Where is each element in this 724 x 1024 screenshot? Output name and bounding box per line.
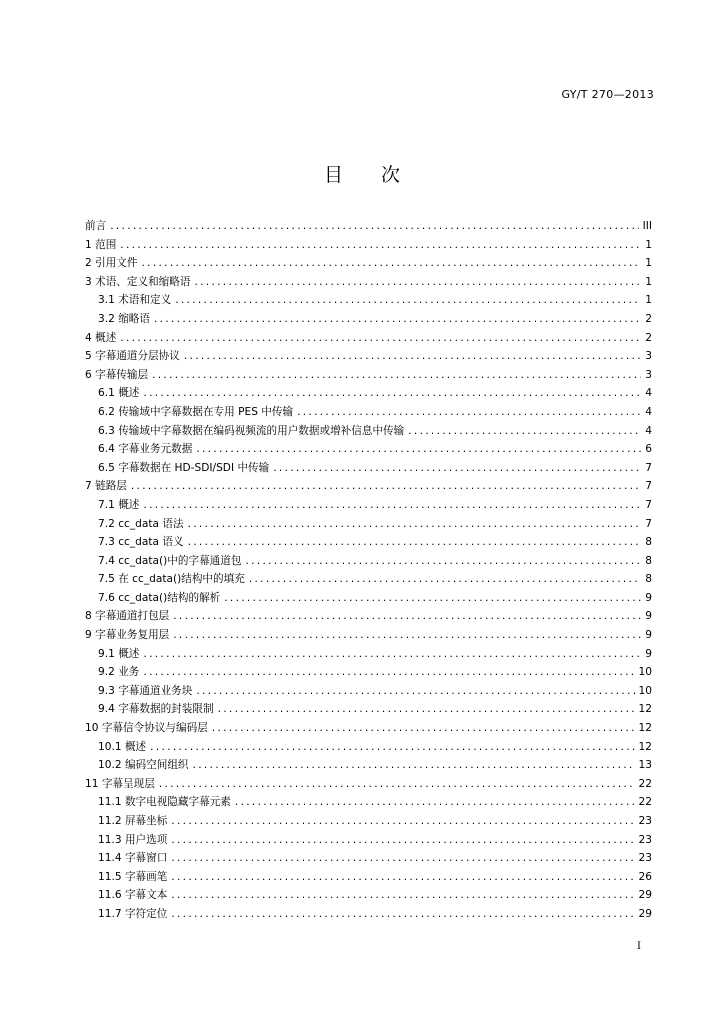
toc-entry-label: 9.1 概述 [98,647,140,660]
toc-entry[interactable] [85,274,652,293]
toc-dot-leader [273,462,641,474]
toc-entry[interactable] [85,237,652,256]
toc-entry-label: 4 概述 [85,331,117,344]
toc-entry-label: 11.6 字幕文本 [98,889,168,902]
toc-entry[interactable] [85,404,652,423]
page-title [0,160,724,187]
toc-dot-leader [188,536,642,548]
toc-entry-label: 11.5 字幕画笔 [98,870,168,883]
toc-entry-label: 6 字幕传输层 [85,368,149,381]
toc-entry-label: 5 字幕通道分层协议 [85,350,180,363]
toc-dot-leader [297,406,641,418]
toc-dot-leader [141,257,641,269]
toc-entry-label: 7.2 cc_data 语法 [98,517,184,530]
toc-entry-page: 7 [645,498,652,511]
toc-entry-page: 1 [645,294,652,307]
toc-entry[interactable] [85,218,652,237]
toc-entry-page: 22 [638,796,652,809]
toc-entry[interactable] [85,311,652,330]
toc-entry-label: 6.4 字幕业务元数据 [98,443,193,456]
toc-entry[interactable] [85,478,652,497]
toc-dot-leader [171,871,634,883]
toc-dot-leader [120,332,641,344]
toc-entry-label: 7.4 cc_data()中的字幕通道包 [98,554,242,567]
toc-entry-page: 4 [645,424,652,437]
toc-dot-leader [154,313,641,325]
toc-entry[interactable] [85,664,652,683]
toc-entry-label: 6.5 字幕数据在 HD-SDI/SDI 中传输 [98,461,270,474]
toc-entry[interactable] [85,255,652,274]
toc-entry-label: 6.3 传输域中字幕数据在编码视频流的用户数据或增补信息中传输 [98,424,405,437]
toc-dot-leader [175,294,641,306]
toc-dot-leader [245,555,641,567]
toc-entry-page: 8 [645,573,652,586]
toc-entry-page: 9 [645,591,652,604]
toc-entry-label: 7 链路层 [85,480,127,493]
toc-dot-leader [218,703,635,715]
toc-entry-label: 9.2 业务 [98,666,140,679]
table-of-contents [85,218,652,925]
toc-entry[interactable] [85,906,652,925]
toc-entry-label: 7.3 cc_data 语义 [98,536,184,549]
page-number: I [637,941,641,952]
toc-entry-page: 10 [638,666,652,679]
toc-entry[interactable] [85,441,652,460]
toc-entry-label: 11.7 字符定位 [98,907,168,920]
toc-entry-page: 8 [645,554,652,567]
toc-entry-page: 29 [638,907,652,920]
toc-dot-leader [173,610,641,622]
toc-dot-leader [171,815,634,827]
toc-dot-leader [212,722,635,734]
toc-entry[interactable] [85,701,652,720]
toc-entry-label: 10.2 编码空间组织 [98,759,189,772]
toc-entry-page: 8 [645,536,652,549]
toc-entry-page: 7 [645,461,652,474]
toc-entry-page: 9 [645,647,652,660]
toc-entry-page: 3 [645,368,652,381]
toc-dot-leader [193,759,635,771]
toc-entry[interactable] [85,423,652,442]
toc-dot-leader [184,350,641,362]
toc-entry[interactable] [85,516,652,535]
toc-entry-page: 1 [645,238,652,251]
toc-entry-label: 7.1 概述 [98,498,140,511]
toc-entry-page: 23 [638,815,652,827]
toc-entry[interactable] [85,869,652,888]
toc-entry-page: 2 [645,312,652,325]
toc-entry[interactable] [85,850,652,869]
toc-entry-page: 10 [638,684,652,697]
toc-dot-leader [143,387,641,399]
toc-entry-label: 11 字幕呈现层 [85,777,155,790]
toc-entry[interactable] [85,571,652,590]
title-char-2: 次 [381,164,401,186]
toc-entry-label: 3.1 术语和定义 [98,294,172,307]
toc-entry-page: 1 [645,275,652,288]
toc-dot-leader [408,425,641,437]
toc-entry[interactable] [85,757,652,776]
toc-entry-label: 前言 [85,220,107,232]
toc-entry-label: 11.4 字幕窗口 [98,852,168,865]
toc-entry-page: 13 [638,759,652,772]
toc-entry[interactable] [85,887,652,906]
toc-entry-label: 11.2 屏幕坐标 [98,815,168,827]
toc-dot-leader [110,220,638,232]
toc-dot-leader [249,573,641,585]
toc-entry[interactable] [85,813,652,832]
toc-entry-page: 4 [645,405,652,418]
toc-dot-leader [196,685,634,697]
toc-entry[interactable] [85,330,652,349]
toc-dot-leader [143,648,641,660]
toc-entry-page: 22 [638,777,652,790]
toc-entry-page: 2 [645,331,652,344]
toc-entry[interactable] [85,646,652,665]
toc-entry-page: 23 [638,833,652,846]
toc-dot-leader [235,796,635,808]
toc-entry[interactable] [85,534,652,553]
toc-entry-page: 12 [638,703,652,716]
toc-entry[interactable] [85,385,652,404]
toc-entry[interactable] [85,553,652,572]
toc-entry[interactable] [85,367,652,386]
toc-entry-label: 8 字幕通道打包层 [85,610,170,623]
toc-entry-page: III [642,220,652,232]
toc-entry[interactable] [85,348,652,367]
toc-dot-leader [143,499,641,511]
toc-entry-label: 11.1 数字电视隐藏字幕元素 [98,796,231,809]
toc-entry-page: 9 [645,629,652,642]
toc-entry-page: 23 [638,852,652,865]
toc-entry-page: 29 [638,889,652,902]
toc-dot-leader [196,443,641,455]
toc-entry[interactable] [85,739,652,758]
toc-entry[interactable] [85,776,652,795]
standard-code: GY/T 270—2013 [561,88,654,101]
toc-dot-leader [173,629,641,641]
toc-entry-label: 9.3 字幕通道业务块 [98,684,193,697]
toc-dot-leader [188,518,642,530]
toc-entry-label: 6.2 传输域中字幕数据在专用 PES 中传输 [98,405,294,418]
toc-entry-label: 9 字幕业务复用层 [85,629,170,642]
toc-entry-page: 12 [638,722,652,735]
toc-entry-label: 7.5 在 cc_data()结构中的填充 [98,573,245,586]
toc-entry-label: 2 引用文件 [85,257,138,270]
title-char-1: 目 [323,164,343,186]
toc-entry-label: 3.2 缩略语 [98,312,150,325]
toc-dot-leader [150,741,634,753]
toc-dot-leader [171,834,634,846]
toc-entry-label: 11.3 用户选项 [98,833,168,846]
toc-entry-page: 7 [645,517,652,530]
toc-entry-page: 12 [638,740,652,753]
toc-dot-leader [131,480,641,492]
toc-entry[interactable] [85,720,652,739]
toc-entry-label: 1 范围 [85,238,117,251]
toc-entry[interactable] [85,292,652,311]
toc-entry[interactable] [85,683,652,702]
toc-entry[interactable] [85,832,652,851]
toc-dot-leader [159,778,635,790]
toc-entry-label: 10.1 概述 [98,740,147,753]
toc-dot-leader [171,908,634,920]
toc-dot-leader [171,889,634,901]
toc-entry-page: 7 [645,480,652,493]
toc-dot-leader [152,369,641,381]
toc-entry-page: 3 [645,350,652,363]
toc-entry[interactable] [85,590,652,609]
toc-dot-leader [171,852,634,864]
toc-entry[interactable] [85,460,652,479]
toc-entry-page: 26 [638,870,652,883]
toc-dot-leader [194,276,641,288]
toc-entry-label: 3 术语、定义和缩略语 [85,275,191,288]
toc-dot-leader [224,592,641,604]
toc-entry-page: 1 [645,257,652,270]
toc-entry-page: 9 [645,610,652,623]
toc-dot-leader [120,239,641,251]
toc-entry[interactable] [85,794,652,813]
toc-entry-label: 9.4 字幕数据的封装限制 [98,703,214,716]
toc-entry[interactable] [85,608,652,627]
toc-entry[interactable] [85,497,652,516]
toc-dot-leader [143,666,634,678]
toc-entry-page: 6 [645,443,652,456]
toc-entry-label: 10 字幕信令协议与编码层 [85,722,208,735]
toc-entry-label: 6.1 概述 [98,387,140,400]
toc-entry[interactable] [85,627,652,646]
toc-entry-page: 4 [645,387,652,400]
toc-entry-label: 7.6 cc_data()结构的解析 [98,591,221,604]
